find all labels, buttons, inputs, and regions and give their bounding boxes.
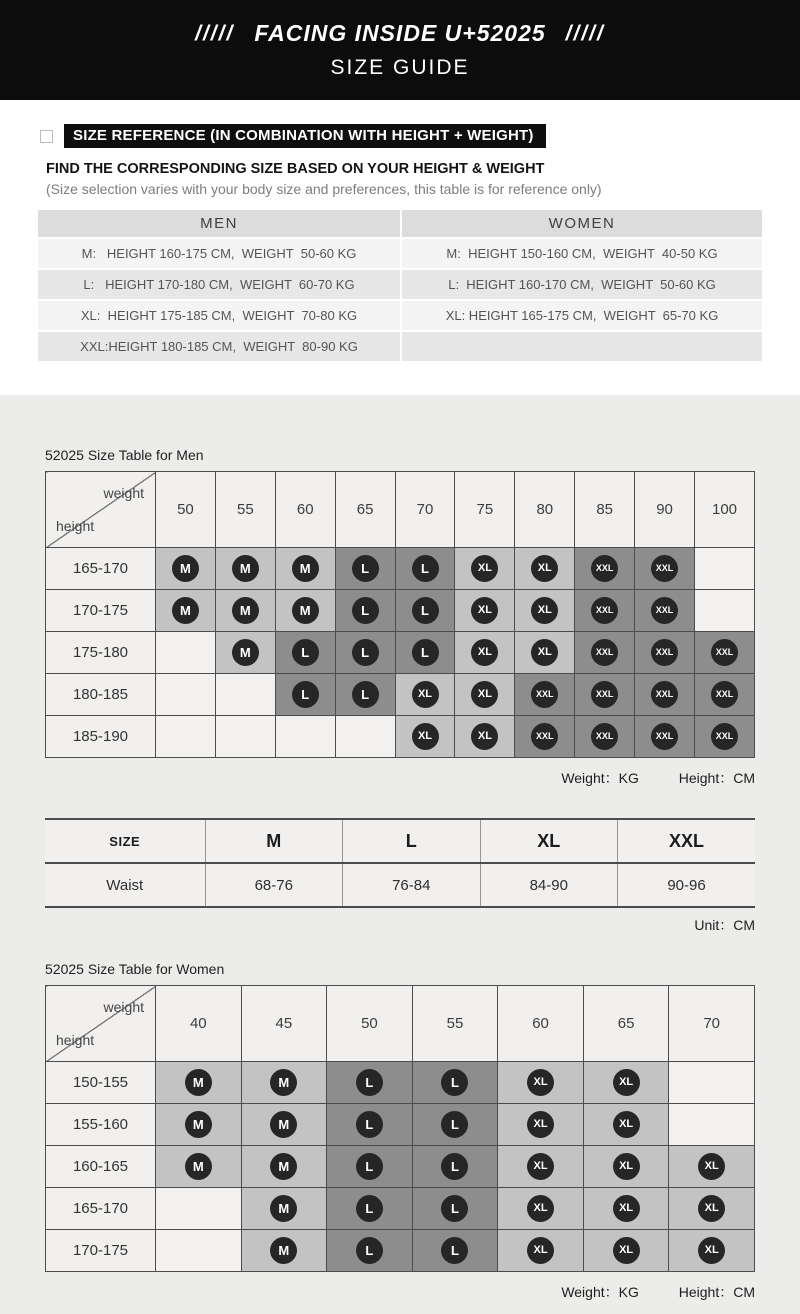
size-badge: XL — [412, 723, 439, 750]
weight-header-cell: 60 — [275, 472, 335, 548]
weight-header-cell: 50 — [156, 472, 216, 548]
size-badge: L — [441, 1237, 468, 1264]
size-badge: M — [185, 1111, 212, 1138]
size-cell-xxl — [575, 632, 635, 674]
size-cell-l — [327, 1230, 413, 1272]
ref-cell-men: L: HEIGHT 170-180 CM, WEIGHT 60-70 KG — [83, 277, 355, 292]
size-cell-xxl — [515, 716, 575, 758]
size-badge: XXL — [651, 639, 678, 666]
size-cell-xl — [455, 716, 515, 758]
ref-cell-men: XL: HEIGHT 175-185 CM, WEIGHT 70-80 KG — [80, 308, 358, 323]
size-badge: M — [232, 597, 259, 624]
women-table-footnote — [45, 1282, 755, 1302]
size-cell-xxl — [635, 674, 695, 716]
slashes-right-icon: ///// — [565, 21, 605, 45]
size-badge: L — [441, 1111, 468, 1138]
size-cell-xl — [498, 1230, 584, 1272]
size-cell-m — [215, 548, 275, 590]
size-badge: XL — [527, 1237, 554, 1264]
weight-header-cell: 70 — [669, 986, 755, 1062]
size-badge: M — [232, 555, 259, 582]
size-badge: XXL — [711, 639, 738, 666]
size-cell-l — [335, 674, 395, 716]
size-cell-xxl — [695, 632, 755, 674]
size-tables-section — [0, 395, 800, 1314]
size-cell-xl — [498, 1188, 584, 1230]
weight-header-cell: 85 — [575, 472, 635, 548]
size-badge: M — [292, 597, 319, 624]
size-cell-empty — [275, 716, 335, 758]
size-cell-xxl — [695, 716, 755, 758]
size-cell-m — [156, 1062, 242, 1104]
size-cell-xl — [498, 1146, 584, 1188]
page-header — [0, 0, 800, 100]
size-cell-l — [412, 1230, 498, 1272]
size-badge: M — [185, 1153, 212, 1180]
women-size-table — [45, 985, 755, 1272]
size-badge: XL — [527, 1069, 554, 1096]
ref-cell-women: XL: HEIGHT 165-175 CM, WEIGHT 65-70 KG — [400, 301, 762, 330]
size-cell-empty — [695, 590, 755, 632]
brand-title-text: FACING INSIDE U+52025 — [254, 20, 546, 46]
size-badge: XXL — [651, 555, 678, 582]
size-cell-xl — [455, 674, 515, 716]
brand-title — [195, 20, 605, 47]
matrix-row — [46, 1146, 755, 1188]
size-cell-m — [241, 1104, 327, 1146]
size-cell-l — [327, 1146, 413, 1188]
matrix-row — [46, 674, 755, 716]
size-badge: XXL — [591, 723, 618, 750]
height-row-label: 180-185 — [46, 674, 156, 716]
size-badge: XL — [527, 1153, 554, 1180]
size-cell-xxl — [695, 674, 755, 716]
size-cell-empty — [335, 716, 395, 758]
height-row-label: 175-180 — [46, 632, 156, 674]
size-cell-xl — [583, 1230, 669, 1272]
size-cell-m — [275, 548, 335, 590]
size-badge: L — [441, 1195, 468, 1222]
size-cell-empty — [215, 716, 275, 758]
size-cell-xxl — [635, 632, 695, 674]
size-cell-m — [241, 1230, 327, 1272]
weight-header-cell: 100 — [695, 472, 755, 548]
waist-unit-note: Unit：CM — [694, 917, 755, 933]
size-cell-xl — [455, 590, 515, 632]
size-badge: XXL — [651, 723, 678, 750]
size-cell-xl — [583, 1104, 669, 1146]
size-cell-empty — [156, 632, 216, 674]
size-cell-l — [395, 590, 455, 632]
size-cell-xxl — [575, 590, 635, 632]
size-badge: M — [270, 1111, 297, 1138]
ref-header-men: MEN — [200, 215, 238, 232]
size-badge: XL — [613, 1237, 640, 1264]
weight-header-cell: 45 — [241, 986, 327, 1062]
size-cell-l — [327, 1104, 413, 1146]
size-cell-m — [215, 632, 275, 674]
reference-table-header — [38, 210, 762, 237]
women-table-grid — [45, 985, 755, 1272]
size-cell-xl — [515, 590, 575, 632]
waist-header-cell: L — [343, 819, 481, 863]
size-cell-empty — [156, 1230, 242, 1272]
matrix-row — [46, 1188, 755, 1230]
corner-height-label: height — [56, 1032, 95, 1048]
matrix-row — [46, 548, 755, 590]
height-row-label: 155-160 — [46, 1104, 156, 1146]
size-badge: XL — [471, 555, 498, 582]
size-cell-m — [156, 548, 216, 590]
size-cell-m — [275, 590, 335, 632]
size-cell-xxl — [635, 716, 695, 758]
size-badge: XL — [471, 723, 498, 750]
weight-header-cell: 55 — [412, 986, 498, 1062]
size-cell-l — [412, 1062, 498, 1104]
size-cell-m — [156, 590, 216, 632]
size-badge: M — [172, 555, 199, 582]
size-cell-m — [156, 1146, 242, 1188]
men-table-grid — [45, 471, 755, 758]
size-cell-empty — [156, 674, 216, 716]
size-badge: M — [172, 597, 199, 624]
size-badge: XL — [613, 1111, 640, 1138]
size-cell-empty — [215, 674, 275, 716]
size-badge: XXL — [591, 681, 618, 708]
matrix-header-row — [46, 986, 755, 1062]
section-title-row — [38, 124, 762, 148]
size-badge: L — [356, 1195, 383, 1222]
size-guide-subtitle: SIZE GUIDE — [330, 56, 470, 79]
size-cell-l — [335, 548, 395, 590]
size-reference-section — [0, 100, 800, 395]
size-cell-l — [395, 548, 455, 590]
waist-table-grid — [45, 818, 755, 908]
waist-header-row — [45, 819, 755, 863]
men-table-title: 52025 Size Table for Men — [45, 447, 204, 463]
waist-header-cell: M — [205, 819, 343, 863]
weight-header-cell: 80 — [515, 472, 575, 548]
size-badge: XXL — [591, 597, 618, 624]
size-badge: L — [356, 1069, 383, 1096]
size-badge: XXL — [591, 639, 618, 666]
size-cell-empty — [156, 716, 216, 758]
size-badge: XXL — [531, 681, 558, 708]
size-badge: XL — [698, 1237, 725, 1264]
size-badge: XL — [531, 639, 558, 666]
ref-cell-women: L: HEIGHT 160-170 CM, WEIGHT 50-60 KG — [400, 270, 762, 299]
reference-table-body — [38, 239, 762, 361]
size-cell-xl — [455, 548, 515, 590]
size-cell-xl — [455, 632, 515, 674]
size-cell-xl — [498, 1104, 584, 1146]
size-badge: M — [270, 1153, 297, 1180]
section-subtitle: FIND THE CORRESPONDING SIZE BASED ON YOUR HEIGHT & WEIGHT — [46, 161, 545, 177]
size-badge: L — [441, 1153, 468, 1180]
size-cell-l — [327, 1062, 413, 1104]
size-badge: L — [412, 555, 439, 582]
size-badge: XL — [471, 681, 498, 708]
height-unit-label: Height：CM — [678, 770, 755, 786]
size-cell-xl — [669, 1146, 755, 1188]
ref-cell-men: M: HEIGHT 160-175 CM, WEIGHT 50-60 KG — [81, 246, 357, 261]
height-row-label: 165-170 — [46, 548, 156, 590]
size-cell-l — [335, 590, 395, 632]
waist-size-table — [45, 818, 755, 908]
waist-value-cell: 90-96 — [618, 863, 756, 907]
height-row-label: 170-175 — [46, 1230, 156, 1272]
size-cell-l — [275, 674, 335, 716]
women-table-title: 52025 Size Table for Women — [45, 961, 225, 977]
size-badge: XL — [531, 555, 558, 582]
size-badge: XXL — [591, 555, 618, 582]
size-cell-xxl — [635, 548, 695, 590]
size-cell-m — [241, 1146, 327, 1188]
ref-table-row — [38, 301, 762, 330]
size-badge: XL — [613, 1153, 640, 1180]
size-badge: XL — [613, 1069, 640, 1096]
size-badge: XL — [698, 1195, 725, 1222]
weight-header-cell: 65 — [335, 472, 395, 548]
weight-header-cell: 70 — [395, 472, 455, 548]
size-cell-xxl — [575, 548, 635, 590]
size-badge: XL — [527, 1111, 554, 1138]
size-cell-l — [395, 632, 455, 674]
waist-value-row — [45, 863, 755, 907]
size-cell-l — [412, 1146, 498, 1188]
size-cell-empty — [669, 1104, 755, 1146]
section-note: (Size selection varies with your body size and preferences, this table is for reference only) — [46, 181, 602, 197]
size-cell-xxl — [575, 674, 635, 716]
section-title-bar: SIZE REFERENCE (IN COMBINATION WITH HEIGHT + WEIGHT) — [64, 124, 546, 148]
size-badge: L — [412, 639, 439, 666]
size-badge: XL — [531, 597, 558, 624]
size-cell-xxl — [635, 590, 695, 632]
height-row-label: 150-155 — [46, 1062, 156, 1104]
size-cell-m — [241, 1062, 327, 1104]
size-badge: L — [356, 1153, 383, 1180]
size-cell-xl — [669, 1230, 755, 1272]
size-badge: XL — [698, 1153, 725, 1180]
ref-header-women: WOMEN — [400, 210, 762, 237]
size-badge: XL — [527, 1195, 554, 1222]
size-badge: L — [352, 639, 379, 666]
size-badge: XL — [471, 597, 498, 624]
matrix-row — [46, 632, 755, 674]
size-badge: XXL — [711, 723, 738, 750]
weight-unit-label: Weight：KG — [561, 770, 639, 786]
matrix-row — [46, 1104, 755, 1146]
size-badge: M — [270, 1069, 297, 1096]
size-badge: M — [185, 1069, 212, 1096]
height-row-label: 185-190 — [46, 716, 156, 758]
height-row-label: 165-170 — [46, 1188, 156, 1230]
height-unit-label: Height：CM — [678, 1284, 755, 1300]
waist-value-cell: 68-76 — [205, 863, 343, 907]
size-cell-l — [327, 1188, 413, 1230]
weight-header-cell: 90 — [635, 472, 695, 548]
size-cell-empty — [669, 1062, 755, 1104]
size-badge: L — [356, 1111, 383, 1138]
size-badge: L — [292, 639, 319, 666]
size-badge: XXL — [531, 723, 558, 750]
size-cell-m — [215, 590, 275, 632]
size-cell-xl — [515, 548, 575, 590]
size-cell-m — [241, 1188, 327, 1230]
size-cell-l — [412, 1188, 498, 1230]
size-cell-l — [412, 1104, 498, 1146]
size-cell-xl — [583, 1188, 669, 1230]
size-cell-xl — [395, 716, 455, 758]
size-cell-xl — [583, 1146, 669, 1188]
corner-weight-label: weight — [103, 999, 144, 1015]
size-cell-xl — [669, 1188, 755, 1230]
matrix-row — [46, 1230, 755, 1272]
ref-cell-men: XXL:HEIGHT 180-185 CM, WEIGHT 80-90 KG — [80, 339, 358, 354]
slashes-left-icon: ///// — [195, 21, 235, 45]
size-cell-l — [335, 632, 395, 674]
size-badge: L — [292, 681, 319, 708]
size-badge: L — [441, 1069, 468, 1096]
size-cell-xl — [395, 674, 455, 716]
matrix-header-row — [46, 472, 755, 548]
size-badge: XL — [471, 639, 498, 666]
weight-header-cell: 60 — [498, 986, 584, 1062]
bullet-square-icon — [40, 130, 53, 143]
size-badge: XXL — [711, 681, 738, 708]
height-row-label: 170-175 — [46, 590, 156, 632]
men-size-table — [45, 471, 755, 758]
matrix-row — [46, 716, 755, 758]
size-badge: M — [292, 555, 319, 582]
size-cell-empty — [156, 1188, 242, 1230]
waist-size-label: SIZE — [45, 819, 205, 863]
weight-header-cell: 40 — [156, 986, 242, 1062]
size-cell-m — [156, 1104, 242, 1146]
size-badge: XXL — [651, 681, 678, 708]
ref-table-row — [38, 239, 762, 268]
size-cell-xl — [515, 632, 575, 674]
size-badge: L — [352, 681, 379, 708]
size-badge: L — [356, 1237, 383, 1264]
size-cell-xl — [583, 1062, 669, 1104]
size-cell-xxl — [575, 716, 635, 758]
size-badge: L — [412, 597, 439, 624]
weight-unit-label: Weight：KG — [561, 1284, 639, 1300]
height-row-label: 160-165 — [46, 1146, 156, 1188]
corner-height-label: height — [56, 518, 95, 534]
size-cell-xl — [498, 1062, 584, 1104]
size-badge: L — [352, 555, 379, 582]
size-badge: XL — [613, 1195, 640, 1222]
size-badge: XL — [412, 681, 439, 708]
size-badge: L — [352, 597, 379, 624]
ref-table-row — [38, 332, 762, 361]
ref-cell-women — [400, 332, 762, 361]
reference-table — [38, 210, 762, 361]
size-cell-xxl — [515, 674, 575, 716]
waist-row-label: Waist — [45, 863, 205, 907]
size-cell-l — [275, 632, 335, 674]
size-badge: XXL — [651, 597, 678, 624]
size-badge: M — [270, 1195, 297, 1222]
matrix-row — [46, 590, 755, 632]
ref-cell-women: M: HEIGHT 150-160 CM, WEIGHT 40-50 KG — [400, 239, 762, 268]
waist-value-cell: 76-84 — [343, 863, 481, 907]
waist-header-cell: XL — [480, 819, 618, 863]
corner-weight-label: weight — [103, 485, 144, 501]
matrix-row — [46, 1062, 755, 1104]
size-badge: M — [270, 1237, 297, 1264]
waist-header-cell: XXL — [618, 819, 756, 863]
weight-header-cell: 55 — [215, 472, 275, 548]
size-badge: M — [232, 639, 259, 666]
waist-value-cell: 84-90 — [480, 863, 618, 907]
weight-header-cell: 65 — [583, 986, 669, 1062]
size-cell-empty — [695, 548, 755, 590]
ref-table-row — [38, 270, 762, 299]
weight-header-cell: 50 — [327, 986, 413, 1062]
corner-cell — [46, 986, 156, 1062]
weight-header-cell: 75 — [455, 472, 515, 548]
men-table-footnote — [45, 768, 755, 788]
corner-cell — [46, 472, 156, 548]
